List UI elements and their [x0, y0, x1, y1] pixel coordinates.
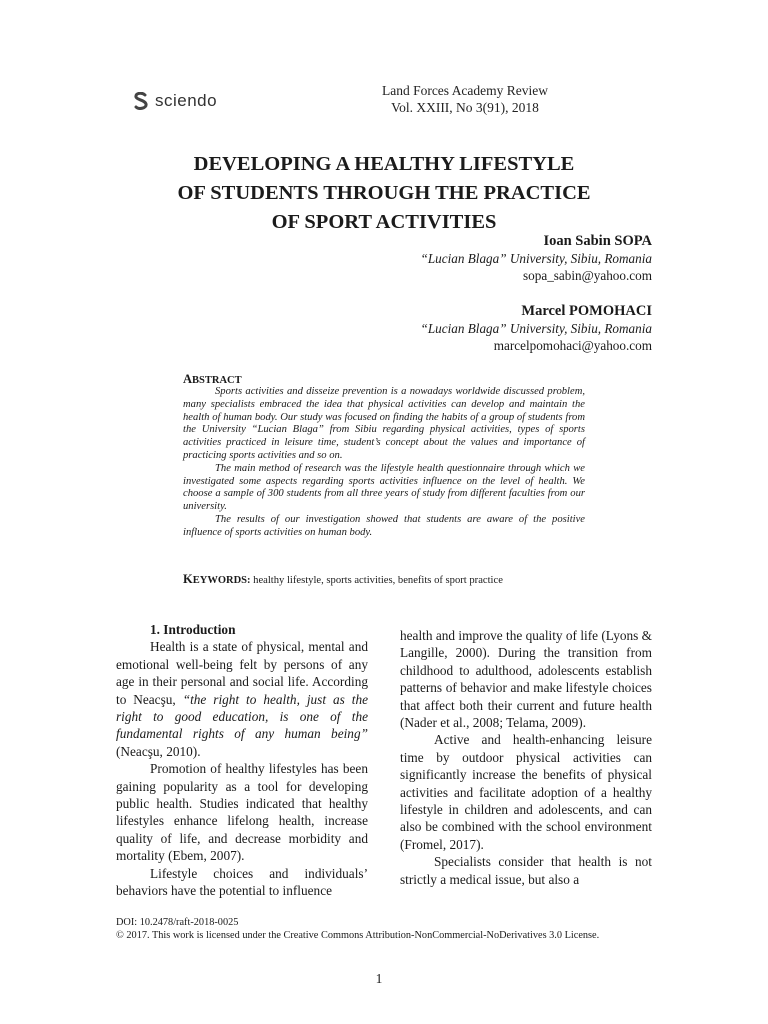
author-block-1: [420, 232, 652, 284]
abstract-paragraph: The main method of research was the lifestyle health questionnaire through which we investigated some aspects regarding sports activities influence on the level of health. We choose a sample of 300 students from all three years of study from different faculties from our university.: [183, 462, 585, 513]
body-paragraph: Lifestyle choices and individuals’ behaviors have the potential to influence: [116, 865, 368, 899]
doi-text: DOI: 10.2478/raft-2018-0025: [116, 917, 239, 928]
keywords-text: healthy lifestyle, sports activities, benefits of sport practice: [250, 575, 503, 586]
author-block-2: [420, 302, 652, 354]
body-paragraph: Promotion of healthy lifestyles has been gaining popularity as a tool for developing public health. Studies indicated that healthy lifestyles enhance lifelong health, increase quality of life, and decrease morbidity and mortality (Ebem, 2007).: [116, 761, 368, 864]
author-name: Marcel POMOHACI: [521, 303, 652, 319]
keywords: [183, 572, 603, 588]
abstract-paragraph: Sports activities and disseize prevention is a nowadays worldwide discussed problem, many specialists embraced the idea that physical activities can develop and maintain the health of human body. Our study was focused on finding the habits of a group of students from the University “Lucian Blaga” from Sibiu regarding physical activities, types of sports activities practiced in leisure time, student’s concept about the values and importance of practicing sports activities and so on.: [183, 386, 585, 461]
author-affiliation: “Lucian Blaga” University, Sibiu, Romania: [420, 251, 652, 266]
journal-name: Land Forces Academy Review: [381, 83, 549, 98]
keywords-heading: KEYWORDS:: [183, 572, 251, 586]
section-heading: 1. Introduction: [150, 622, 236, 637]
body-paragraph: Active and health-enhancing leisure time by outdoor physical activities can significantly increase the benefits of physical activities and facilitate adoption of a healthy lifestyle in children and adolescents, and can also be combined with the school environment (Fromel, 2017).: [400, 732, 652, 852]
page-footer: [116, 917, 599, 942]
body-column-right: [400, 627, 652, 888]
author-email: sopa_sabin@yahoo.com: [523, 268, 652, 283]
body-paragraph: health and improve the quality of life (Lyons & Langille, 2000). During the transition from childhood to adulthood, adolescents establish patterns of behavior and make lifestyle choices that affect both their current and future health (Nader et al., 2008; Telama, 2009).: [400, 628, 652, 731]
publisher-logo: [133, 91, 217, 111]
title-line-2: OF STUDENTS THROUGH THE PRACTICE: [177, 182, 591, 204]
title-line-3: OF SPORT ACTIVITIES: [271, 211, 497, 233]
page-number: 1: [375, 971, 383, 986]
sciendo-logo-icon: [133, 92, 149, 110]
quote: “the right to health, just as the right to good education, is one of the fundamental rights of any human being”: [116, 691, 368, 742]
license-text: © 2017. This work is licensed under the Creative Commons Attribution-NonCommercial-NoDerivatives 3.0 License.: [116, 929, 600, 941]
author-name: Ioan Sabin SOPA: [543, 233, 652, 249]
journal-volume: Vol. XXIII, No 3(91), 2018: [391, 100, 539, 115]
author-affiliation: “Lucian Blaga” University, Sibiu, Romania: [420, 321, 652, 336]
publisher-name: sciendo: [155, 91, 218, 110]
paper-title: [90, 150, 678, 237]
body-column-left: [116, 621, 368, 900]
journal-header: [340, 82, 590, 116]
body-paragraph: Health is a state of physical, mental and emotional well-being felt by persons of any age in their personal and social life. According to Neacşu, “the right to health, just as the right to good education, is one of the fundamental rights of any human being” (Neacşu, 2010).: [116, 639, 368, 759]
abstract-text: [183, 386, 585, 540]
abstract-paragraph: The results of our investigation showed that students are aware of the positive influence of sports activities on human body.: [183, 513, 585, 538]
body-paragraph: Specialists consider that health is not strictly a medical issue, but also a: [400, 854, 652, 887]
abstract-heading: ABSTRACT: [183, 372, 242, 386]
author-email: marcelpomohaci@yahoo.com: [493, 338, 652, 353]
title-line-1: DEVELOPING A HEALTHY LIFESTYLE: [193, 153, 575, 175]
